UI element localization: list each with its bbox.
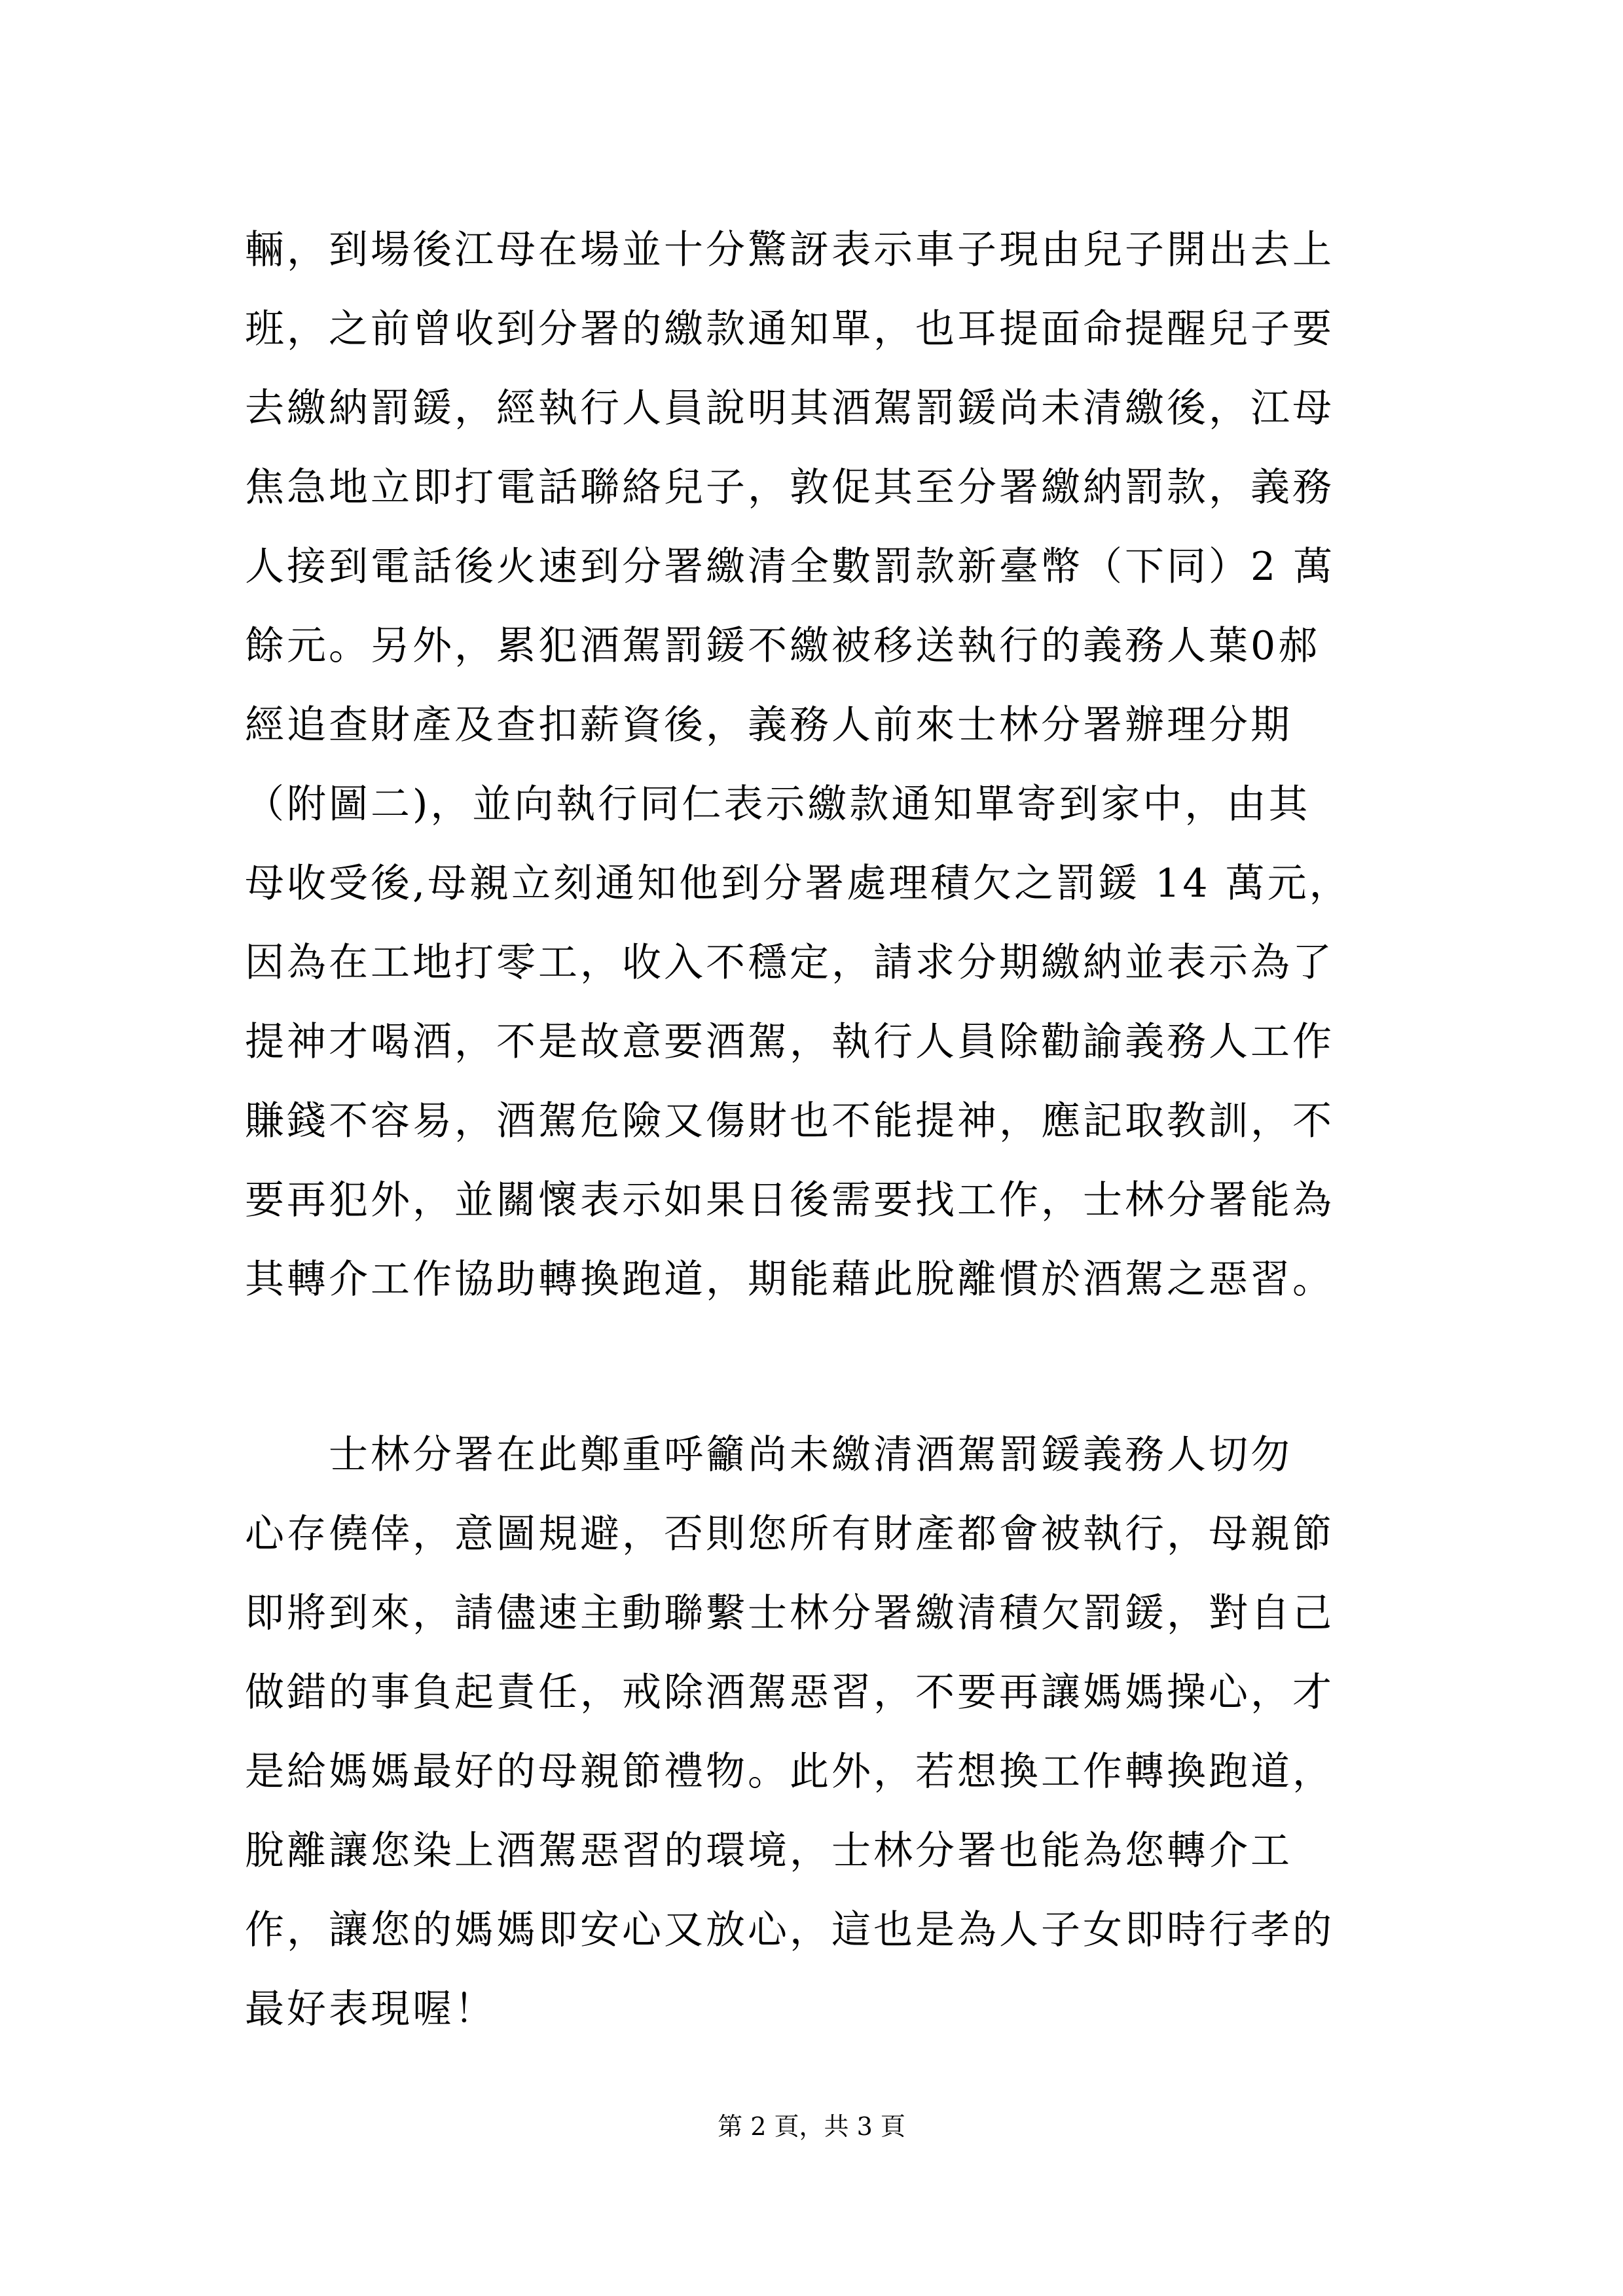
text-line: 焦急地立即打電話聯絡兒子，敦促其至分署繳納罰款，義務: [245, 465, 1334, 511]
text-line: 母收受後,母親立刻通知他到分署處理積欠之罰鍰 14 萬元，: [245, 861, 1351, 906]
text-line: 輛，到場後江母在場並十分驚訝表示車子現由兒子開出去上: [245, 227, 1334, 273]
text-line: （附圖二)，並向執行同仁表示繳款通知單寄到家中，由其: [245, 781, 1311, 827]
text-line: 士林分署在此鄭重呼籲尚未繳清酒駕罰鍰義務人切勿: [329, 1432, 1292, 1478]
text-line: 經追查財產及查扣薪資後，義務人前來士林分署辦理分期: [245, 702, 1292, 748]
text-line: 因為在工地打零工，收入不穩定，請求分期繳納並表示為了: [245, 940, 1334, 986]
text-line: 作，讓您的媽媽即安心又放心，這也是為人子女即時行孝的: [245, 1907, 1334, 1953]
text-line: 賺錢不容易，酒駕危險又傷財也不能提神，應記取教訓，不: [245, 1098, 1334, 1144]
document-body: [245, 211, 1384, 2049]
page-number-footer: 第 2 頁，共 3 頁: [718, 2112, 905, 2141]
text-line: 人接到電話後火速到分署繳清全數罰款新臺幣（下同）2 萬: [245, 544, 1336, 590]
text-line: 心存僥倖，意圖規避，否則您所有財產都會被執行，母親節: [245, 1511, 1334, 1557]
text-line: 即將到來，請儘速主動聯繫士林分署繳清積欠罰鍰，對自己: [245, 1590, 1334, 1636]
text-line: 其轉介工作協助轉換跑道，期能藉此脫離慣於酒駕之惡習。: [245, 1257, 1334, 1302]
paragraph-1: [245, 211, 1384, 1319]
text-line: 是給媽媽最好的母親節禮物。此外，若想換工作轉換跑道，: [245, 1749, 1334, 1795]
text-line: 去繳納罰鍰，經執行人員說明其酒駕罰鍰尚未清繳後，江母: [245, 386, 1334, 431]
text-line: 最好表現喔！: [245, 1986, 496, 2032]
text-line: 做錯的事負起責任，戒除酒駕惡習，不要再讓媽媽操心，才: [245, 1670, 1334, 1715]
paragraph-2: [245, 1416, 1384, 2049]
text-line: 脫離讓您染上酒駕惡習的環境，士林分署也能為您轉介工: [245, 1828, 1292, 1874]
text-line: 班，之前曾收到分署的繳款通知單，也耳提面命提醒兒子要: [245, 306, 1334, 352]
text-line: 提神才喝酒，不是故意要酒駕，執行人員除勸諭義務人工作: [245, 1019, 1334, 1065]
text-line: 餘元。另外，累犯酒駕罰鍰不繳被移送執行的義務人葉0郝: [245, 623, 1321, 669]
text-line: 要再犯外，並關懷表示如果日後需要找工作，士林分署能為: [245, 1177, 1334, 1223]
